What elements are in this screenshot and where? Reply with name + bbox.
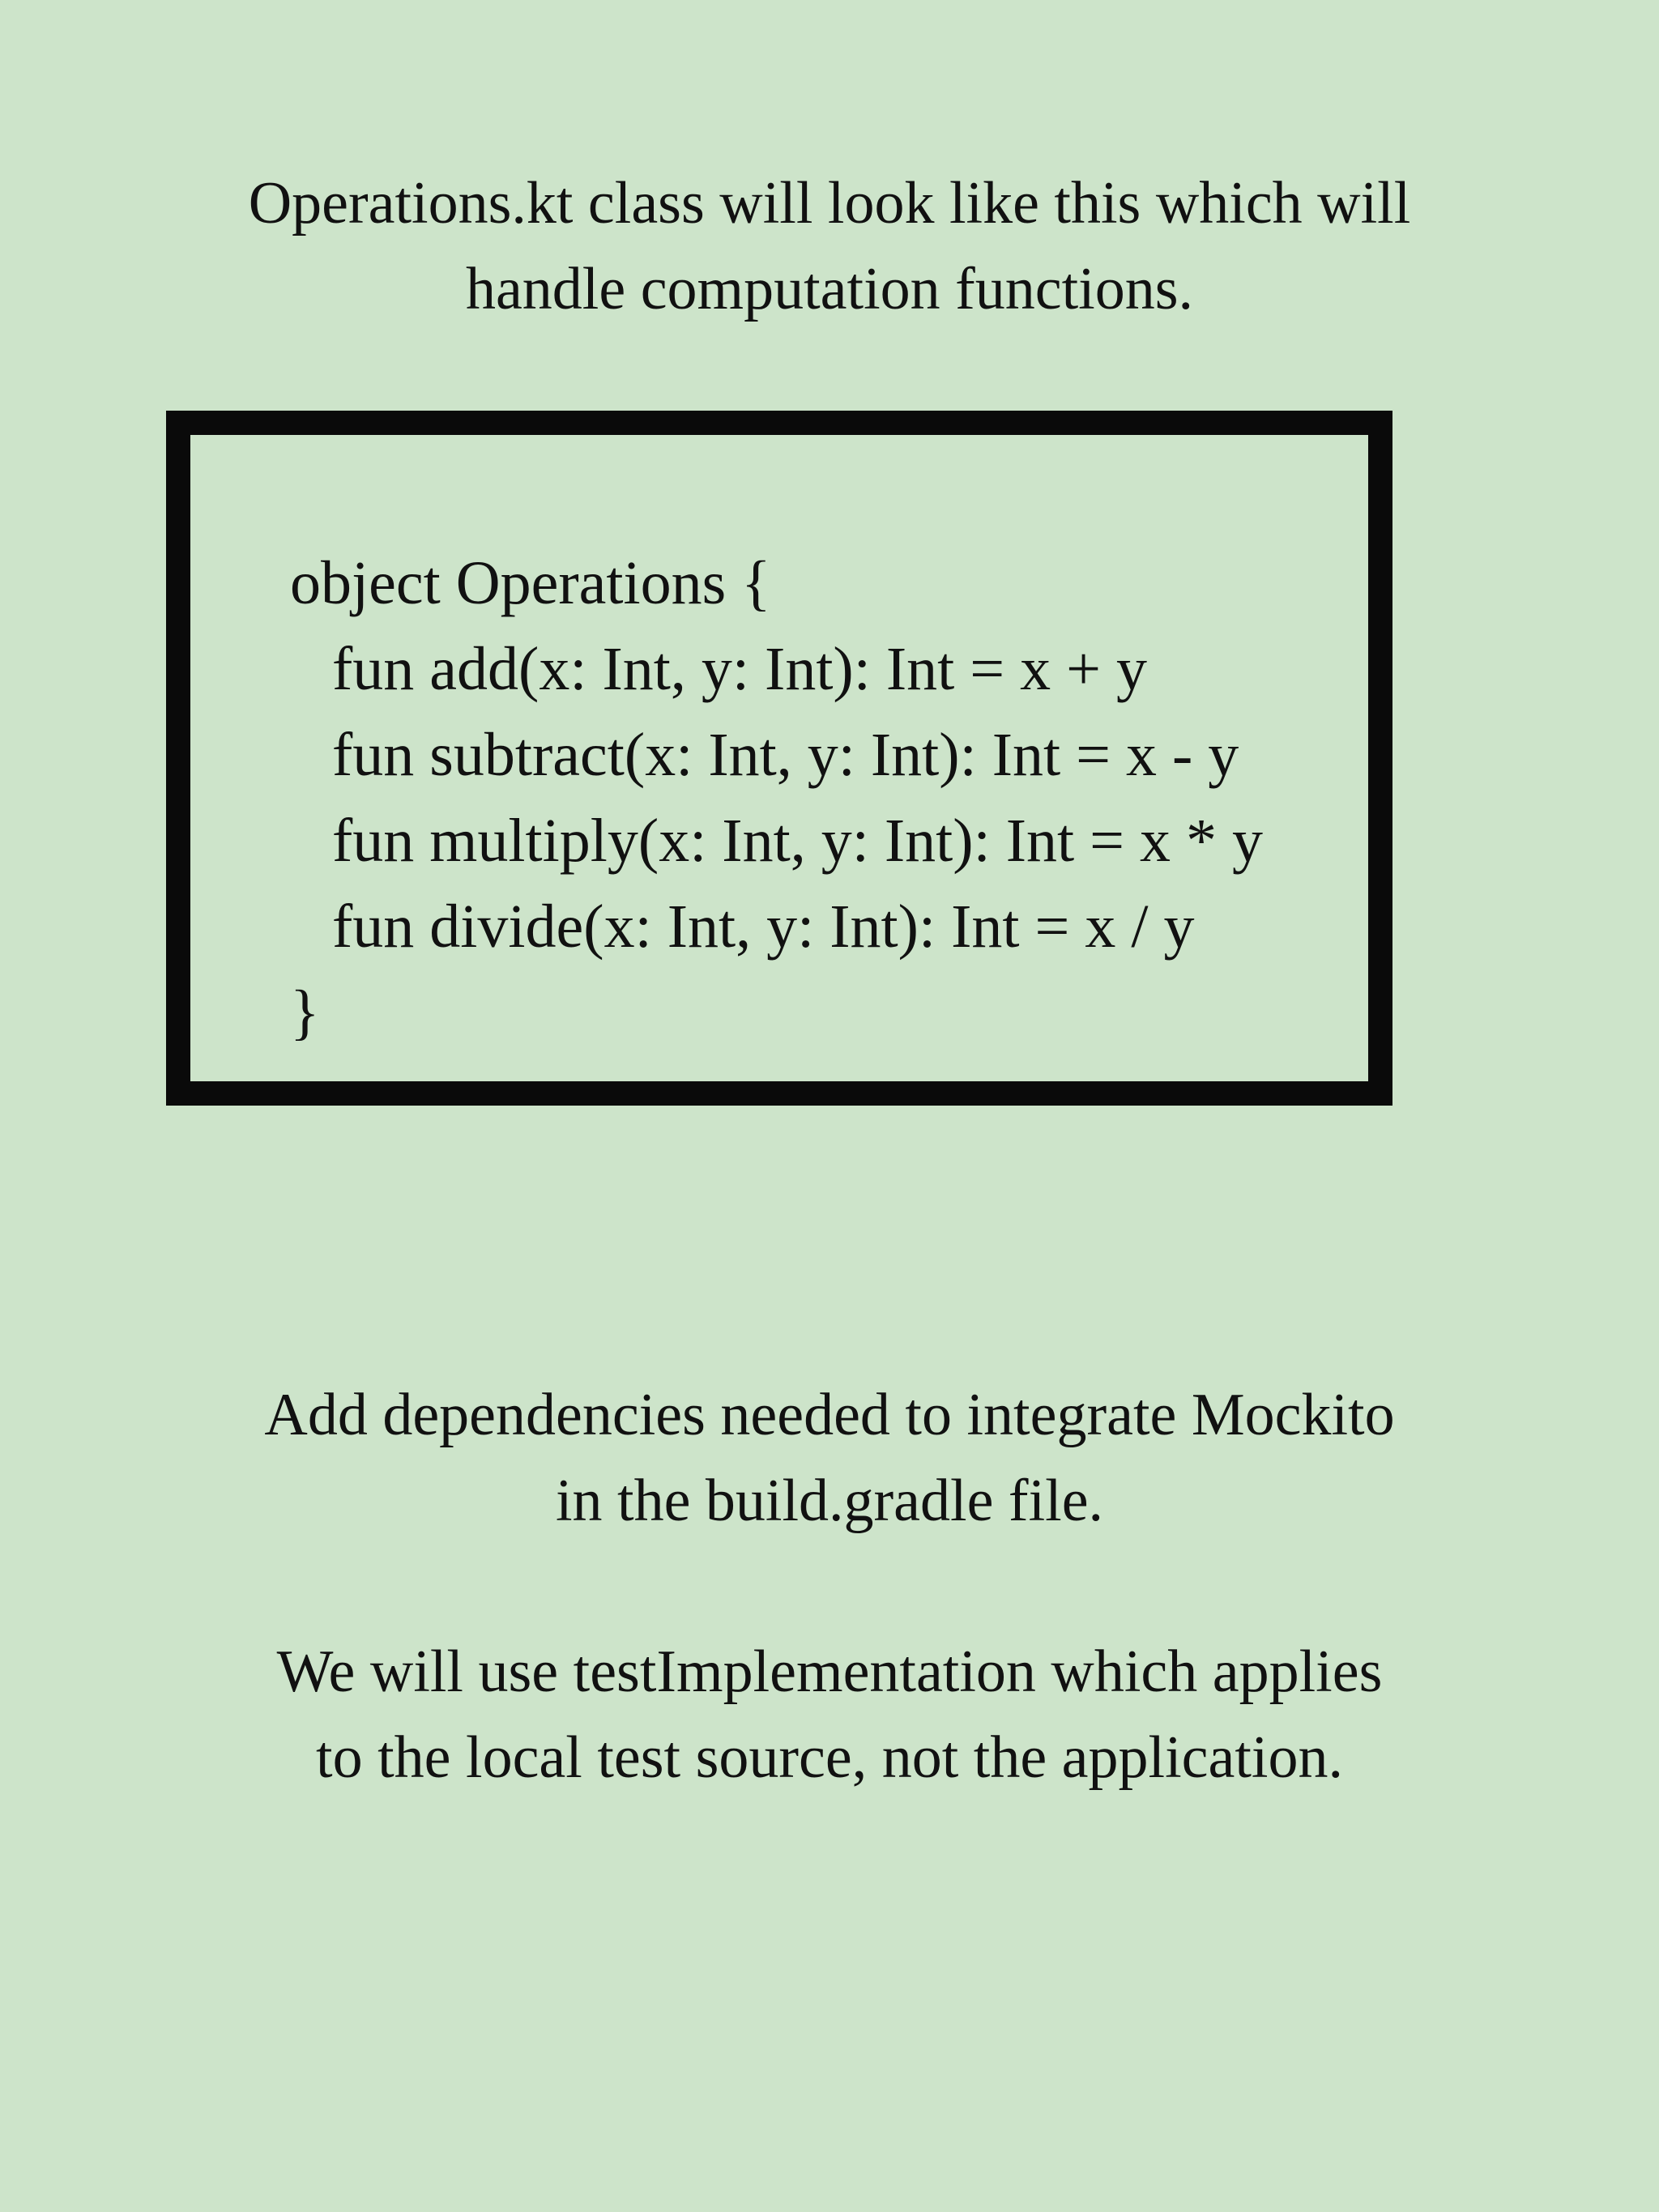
code-line-multiply-function: fun multiply(x: Int, y: Int): Int = x * y — [332, 807, 1263, 875]
dependencies-line: Add dependencies needed to integrate Mockito — [264, 1382, 1395, 1448]
dependencies-line: in the build.gradle file. — [555, 1468, 1104, 1534]
code-block — [290, 540, 1263, 1055]
test-implementation-line: to the local test source, not the application. — [316, 1724, 1343, 1791]
test-implementation-line: We will use testImplementation which applies — [276, 1639, 1383, 1705]
code-line-subtract-function: fun subtract(x: Int, y: Int): Int = x - y — [332, 721, 1239, 789]
code-line-object-declaration: object Operations { — [290, 549, 771, 617]
test-implementation-paragraph — [0, 1629, 1659, 1801]
code-block-frame — [166, 411, 1392, 1106]
intro-line: handle computation functions. — [465, 256, 1194, 322]
code-line-closing-brace: } — [290, 978, 320, 1046]
intro-paragraph — [0, 160, 1659, 332]
intro-line: Operations.kt class will look like this which will — [248, 170, 1411, 237]
code-line-add-function: fun add(x: Int, y: Int): Int = x + y — [332, 635, 1147, 703]
code-line-divide-function: fun divide(x: Int, y: Int): Int = x / y — [332, 893, 1195, 961]
dependencies-paragraph — [0, 1372, 1659, 1544]
